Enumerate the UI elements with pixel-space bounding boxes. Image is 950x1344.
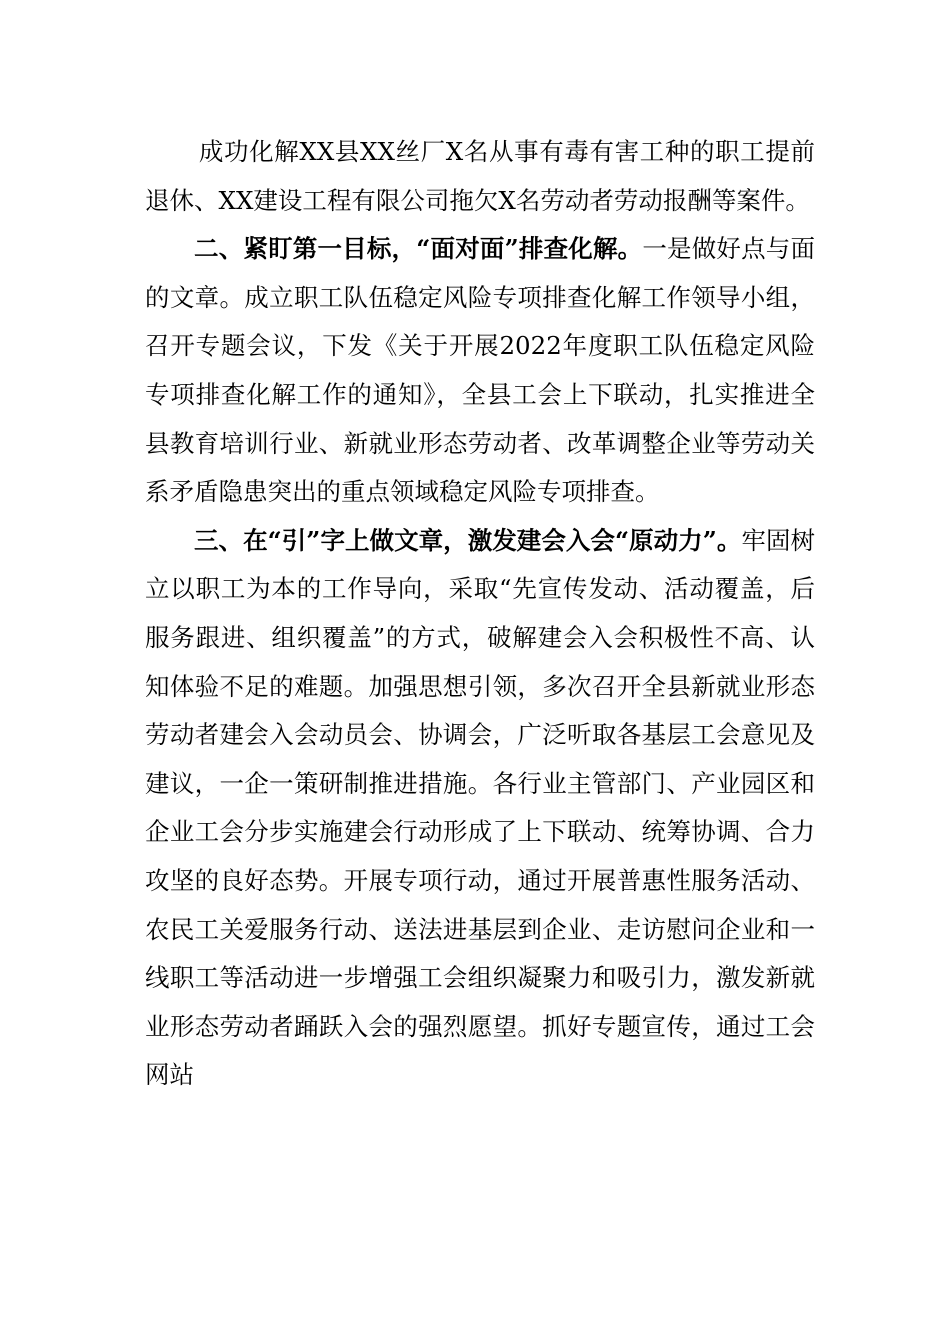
paragraph-1-text: 成功化解XX县XX丝厂X名从事有毒有害工种的职工提前退休、XX建设工程有限公司拖欠X名劳动者劳动报酬等案件。 [145,137,815,215]
paragraph-section-2 [145,225,815,517]
section-3-text: 牢固树立以职工为本的工作导向，采取“先宣传发动、活动覆盖，后服务跟进、组织覆盖”的方式，破解建会入会积极性不高、认知体验不足的难题。加强思想引领，多次召开全县新就业形态劳动者建会入会动员会、协调会，广泛听取各基层工会意见及建议，一企一策研制推进措施。各行业主管部门、产业园区和企业工会分步实施建会行动形成了上下联动、统筹协调、合力攻坚的良好态势。开展专项行动，通过开展普惠性服务活动、农民工关爱服务行动、送法进基层到企业、走访慰问企业和一线职工等活动进一步增强工会组织凝聚力和吸引力，激发新就业形态劳动者踊跃入会的强烈愿望。抓好专题宣传，通过工会网站 [145,525,815,1090]
paragraph-continuation [145,128,815,225]
section-2-heading: 二、紧盯第一目标，“面对面”排查化解。 [194,234,643,264]
section-2-text: 一是做好点与面的文章。成立职工队伍稳定风险专项排查化解工作领导小组，召开专题会议，下发《关于开展2022年度职工队伍稳定风险专项排查化解工作的通知》，全县工会上下联动，扎实推进全县教育培训行业、新就业形态劳动者、改革调整企业等劳动关系矛盾隐患突出的重点领域稳定风险专项排查。 [145,234,815,507]
paragraph-section-3 [145,517,815,1100]
document-page [145,128,815,1100]
section-3-heading: 三、在“引”字上做文章，激发建会入会“原动力”。 [194,525,742,555]
